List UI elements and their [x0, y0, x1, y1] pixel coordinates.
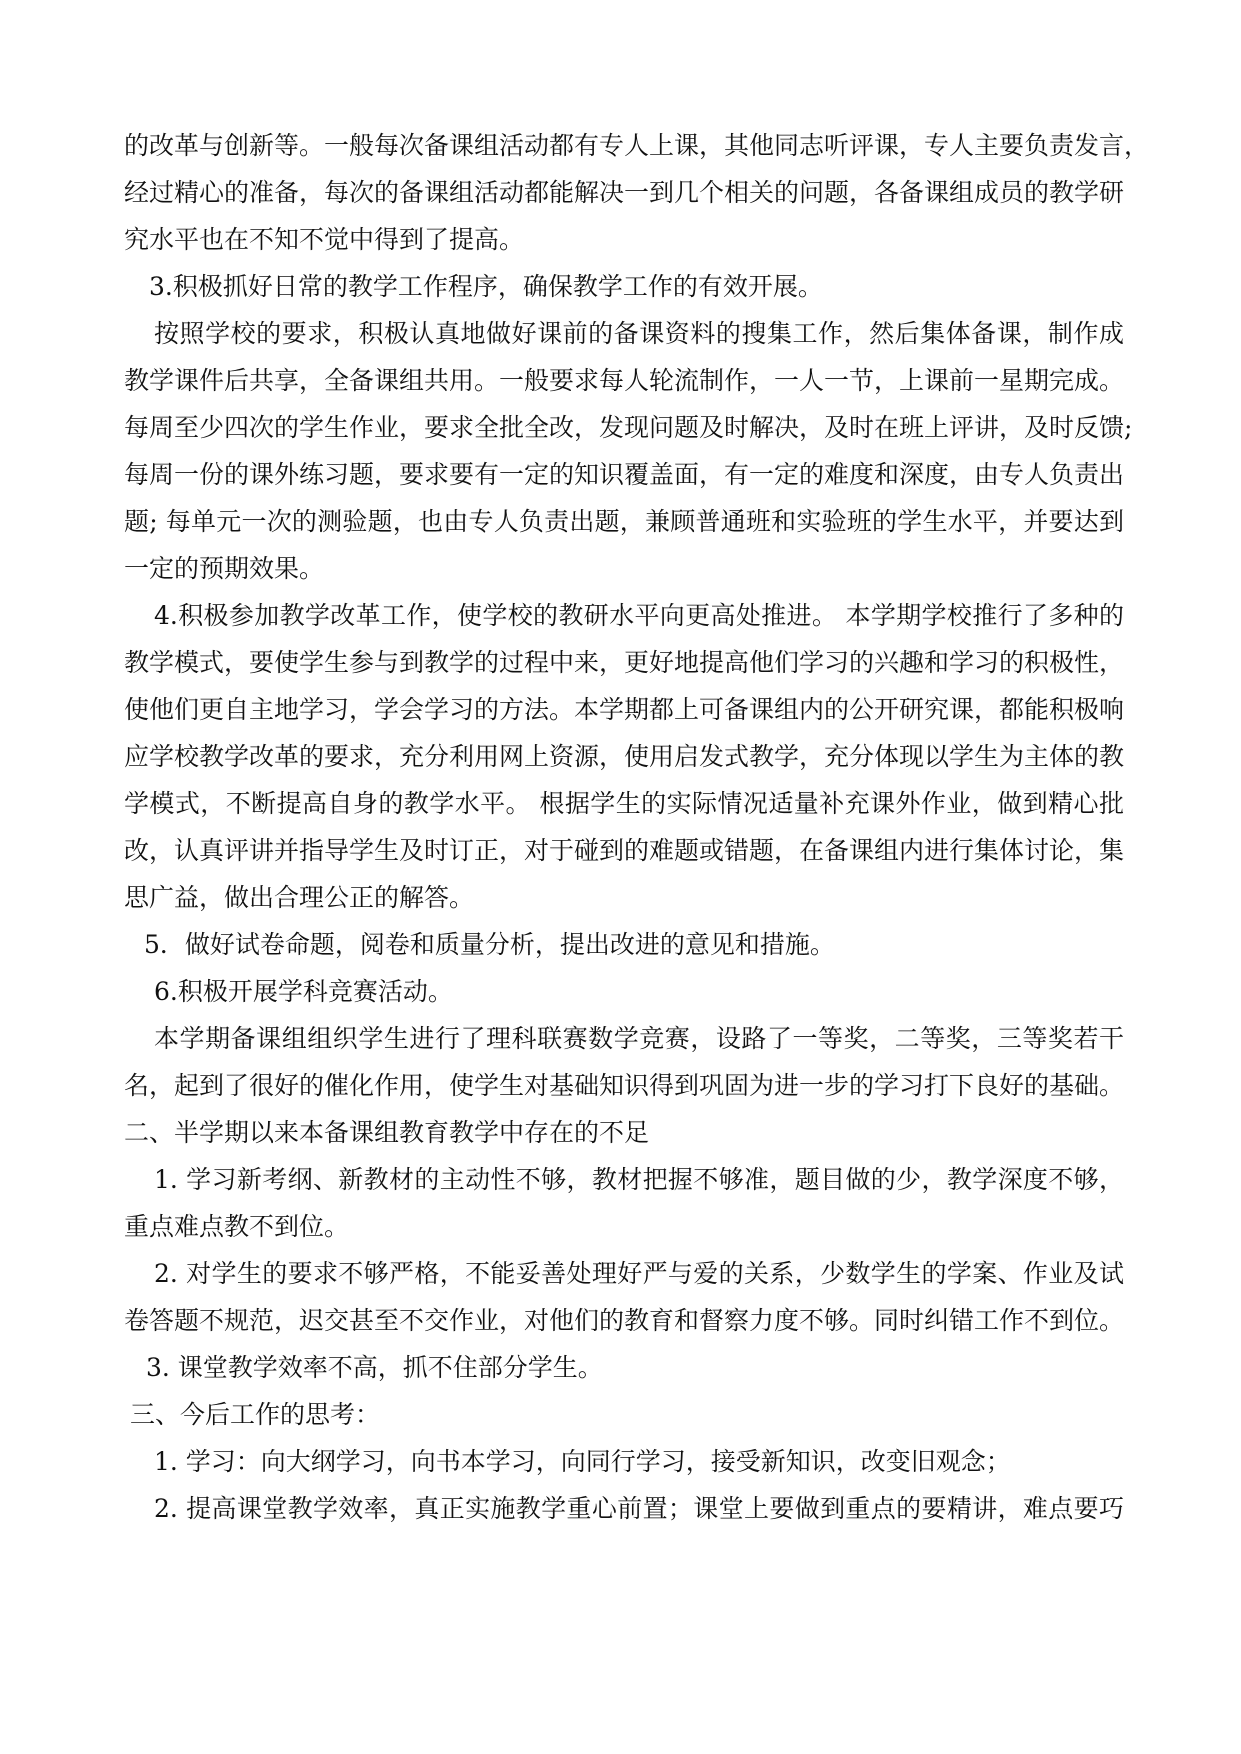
text-line: 学模式，不断提高自身的教学水平。 根据学生的实际情况适量补充课外作业，做到精心批 [124, 789, 1124, 818]
text-line: 经过精心的准备，每次的备课组活动都能解决一到几个相关的问题，各备课组成员的教学研 [124, 178, 1125, 207]
text-line: 卷答题不规范，迟交甚至不交作业，对他们的教育和督察力度不够。同时纠错工作不到位。 [124, 1306, 1125, 1335]
text-line: 2. 对学生的要求不够严格，不能妥善处理好严与爱的关系，少数学生的学案、作业及试 [154, 1259, 1124, 1288]
text-line: 重点难点教不到位。 [124, 1212, 350, 1241]
text-line: 教学课件后共享，全备课组共用。一般要求每人轮流制作，一人一节，上课前一星期完成。 [124, 366, 1125, 395]
text-line: 6.积极开展学科竞赛活动。 [154, 977, 453, 1006]
text-line: 一定的预期效果。 [124, 554, 325, 583]
section-heading: 三、今后工作的思考： [130, 1400, 381, 1429]
text-line: 题; 每单元一次的测验题，也由专人负责出题，兼顾普通班和实验班的学生水平，并要达到 [124, 507, 1124, 536]
text-line: 改，认真评讲并指导学生及时订正，对于碰到的难题或错题，在备课组内进行集体讨论，集 [124, 836, 1125, 865]
text-line: 思广益，做出合理公正的解答。 [124, 883, 475, 912]
text-line: 究水平也在不知不觉中得到了提高。 [124, 225, 525, 254]
text-line: 1. 学习新考纲、新教材的主动性不够，教材把握不够准，题目做的少，教学深度不够， [154, 1165, 1124, 1194]
text-line: 2. 提高课堂教学效率，真正实施教学重心前置；课堂上要做到重点的要精讲，难点要巧 [154, 1494, 1124, 1523]
text-line: 名，起到了很好的催化作用，使学生对基础知识得到巩固为进一步的学习打下良好的基础。 [124, 1071, 1125, 1100]
section-heading: 二、半学期以来本备课组教育教学中存在的不足 [124, 1118, 650, 1147]
text-line: 使他们更自主地学习，学会学习的方法。本学期都上可备课组内的公开研究课，都能积极响 [124, 695, 1125, 724]
text-line: 5．做好试卷命题，阅卷和质量分析，提出改进的意见和措施。 [144, 930, 835, 959]
text-line: 1. 学习：向大纲学习，向书本学习，向同行学习，接受新知识，改变旧观念； [154, 1447, 1011, 1476]
text-line: 教学模式，要使学生参与到教学的过程中来，更好地提高他们学习的兴趣和学习的积极性， [124, 648, 1125, 677]
text-line: 3. 课堂教学效率不高，抓不住部分学生。 [146, 1353, 603, 1382]
text-line: 的改革与创新等。一般每次备课组活动都有专人上课，其他同志听评课，专人主要负责发言， [124, 131, 1150, 160]
text-line: 3.积极抓好日常的教学工作程序，确保教学工作的有效开展。 [149, 272, 823, 301]
text-line: 按照学校的要求，积极认真地做好课前的备课资料的搜集工作，然后集体备课，制作成 [154, 319, 1124, 348]
text-line: 每周至少四次的学生作业，要求全批全改，发现问题及时解决，及时在班上评讲，及时反馈; [124, 413, 1133, 442]
text-line: 每周一份的课外练习题，要求要有一定的知识覆盖面，有一定的难度和深度，由专人负责出 [124, 460, 1125, 489]
text-line: 4.积极参加教学改革工作，使学校的教研水平向更高处推进。 本学期学校推行了多种的 [154, 601, 1124, 630]
text-line: 本学期备课组组织学生进行了理科联赛数学竞赛，设路了一等奖，二等奖，三等奖若干 [154, 1024, 1124, 1053]
text-line: 应学校教学改革的要求，充分利用网上资源，使用启发式教学，充分体现以学生为主体的教 [124, 742, 1125, 771]
